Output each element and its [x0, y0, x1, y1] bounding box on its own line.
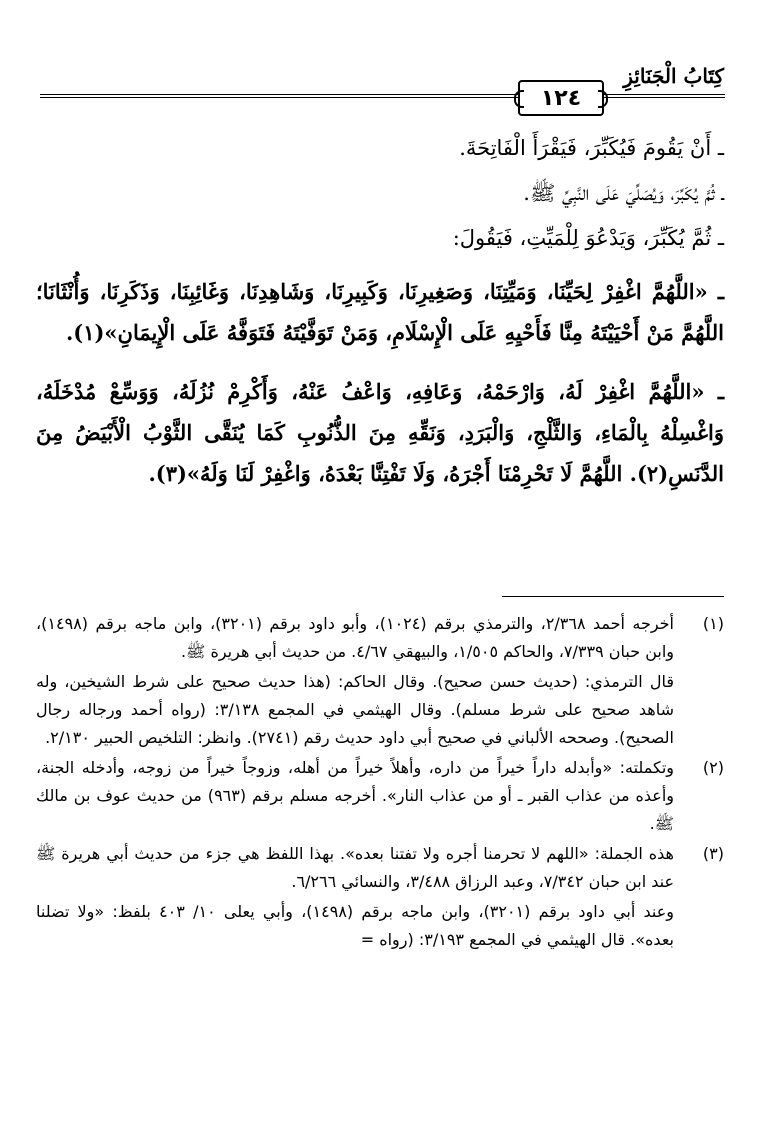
footnote-text: وتكملته: «وأبدله داراً خيراً من داره، وأهلاً خيراً من أهله، وزوجاً خيراً من زوجه، وأدخله الجنة، وأعذه من عذاب القبر ـ أو من عذاب النار». أخرجه مسلم برقم (٩٦٣) من حديث عوف بن مالك ﷺ. — [36, 758, 675, 833]
running-header-title: كِتَابُ الْجَنَائِزِ — [623, 64, 724, 88]
footnote-1 — [36, 610, 724, 752]
footnote-marker: (١) — [702, 614, 724, 633]
page-number: ١٢٤ — [518, 80, 604, 116]
footnote-text: قال الترمذي: (حديث حسن صحيح). وقال الحاكم: (هذا حديث صحيح على شرط الشيخين، وله شاهد صحيح على شرط مسلم). وقال الهيثمي في المجمع ٣/١٣٨: (رواه أحمد ورجاله رجال الصحيح). وصححه الألباني في صحيح أبي داود حديث رقم (٢٧٤١). وانظر: التلخيص الحبير ٢/١٣٠. — [36, 672, 675, 747]
main-text — [36, 128, 724, 494]
footnote-text: هذه الجملة: «اللهم لا تحرمنا أجره ولا تفتنا بعده». بهذا اللفظ هي جزء من حديث أبي هريرة ﷺ عند ابن حبان ٧/٣٤٢، وعبد الرزاق ٣/٤٨٨، والنسائي ٦/٢٦٦. — [36, 844, 674, 891]
footnote-text: وعند أبي داود برقم (٣٢٠١)، وابن ماجه برقم (١٤٩٨)، وأبي يعلى ١٠/ ٤٠٣ بلفظ: «ولا تضلنا بعده». قال الهيثمي في المجمع ٣/١٩٣: (رواه = — [36, 902, 674, 949]
step-salat-on-prophet: ـ ثُمَّ يُكَبِّرَ، وَيُصَلِّيَ عَلَى النَّبِيِّ ﷺ. — [523, 181, 724, 205]
footnote-2 — [36, 754, 724, 838]
step-supplicate: ـ ثُمَّ يُكَبِّرَ، وَيَدْعُوَ لِلْمَيِّتِ، فَيَقُولَ: — [452, 226, 724, 250]
footnote-marker: (٢) — [702, 758, 724, 777]
footnote-text: أخرجه أحمد ٢/٣٦٨، والترمذي برقم (١٠٢٤)، وأبو داود برقم (٣٢٠١)، وابن ماجه برقم (١٤٩٨)، وابن حبان ٧/٣٣٩، والحاكم ١/٥٠٥، والبيهقي ٤/٦٧. من حديث أبي هريرة ﷺ. — [36, 614, 674, 661]
dua-paragraph-2: ـ «اللَّهُمَّ اغْفِرْ لَهُ، وَارْحَمْهُ، وَعَافِهِ، وَاعْفُ عَنْهُ، وَأَكْرِمْ نُزُلَهُ، وَوَسِّعْ مُدْخَلَهُ، وَاغْسِلْهُ بِالْمَاءِ، وَالثَّلْجِ، وَالْبَرَدِ، وَنَقِّهِ مِنَ الذُّنُوبِ كَمَا يُنَقَّى الثَّوْبُ الْأَبْيَضُ مِنَ الدَّنَسِ(٢). اللَّهُمَّ لَا تَحْرِمْنَا أَجْرَهُ، وَلَا تَفْتِنَّا بَعْدَهُ، وَاغْفِرْ لَنَا وَلَهُ»(٣). — [36, 379, 724, 486]
footnotes — [36, 610, 724, 956]
header-rule-top — [40, 94, 725, 95]
footnote-3 — [36, 840, 724, 954]
dua-paragraph-1: ـ «اللَّهُمَّ اغْفِرْ لِحَيِّنَا، وَمَيِّتِنَا، وَصَغِيرِنَا، وَكَبِيرِنَا، وَشَاهِدِنَا، وَغَائِبِنَا، وَذَكَرِنَا، وَأُنْثَانَا؛ اللَّهُمَّ مَنْ أَحْيَيْتَهُ مِنَّا فَأَحْيِهِ عَلَى الْإِسْلَامِ، وَمَنْ تَوَفَّيْتَهُ فَتَوَفَّهُ عَلَى الْإِيمَانِ»(١). — [36, 279, 724, 345]
footnote-separator — [502, 596, 724, 597]
footnote-marker: (٣) — [702, 844, 724, 863]
step-recite-fatiha: ـ أَنْ يَقُومَ فَيُكَبِّرَ، فَيَقْرَأَ الْفَاتِحَةَ. — [459, 136, 724, 160]
header-rule-bottom — [40, 97, 725, 98]
